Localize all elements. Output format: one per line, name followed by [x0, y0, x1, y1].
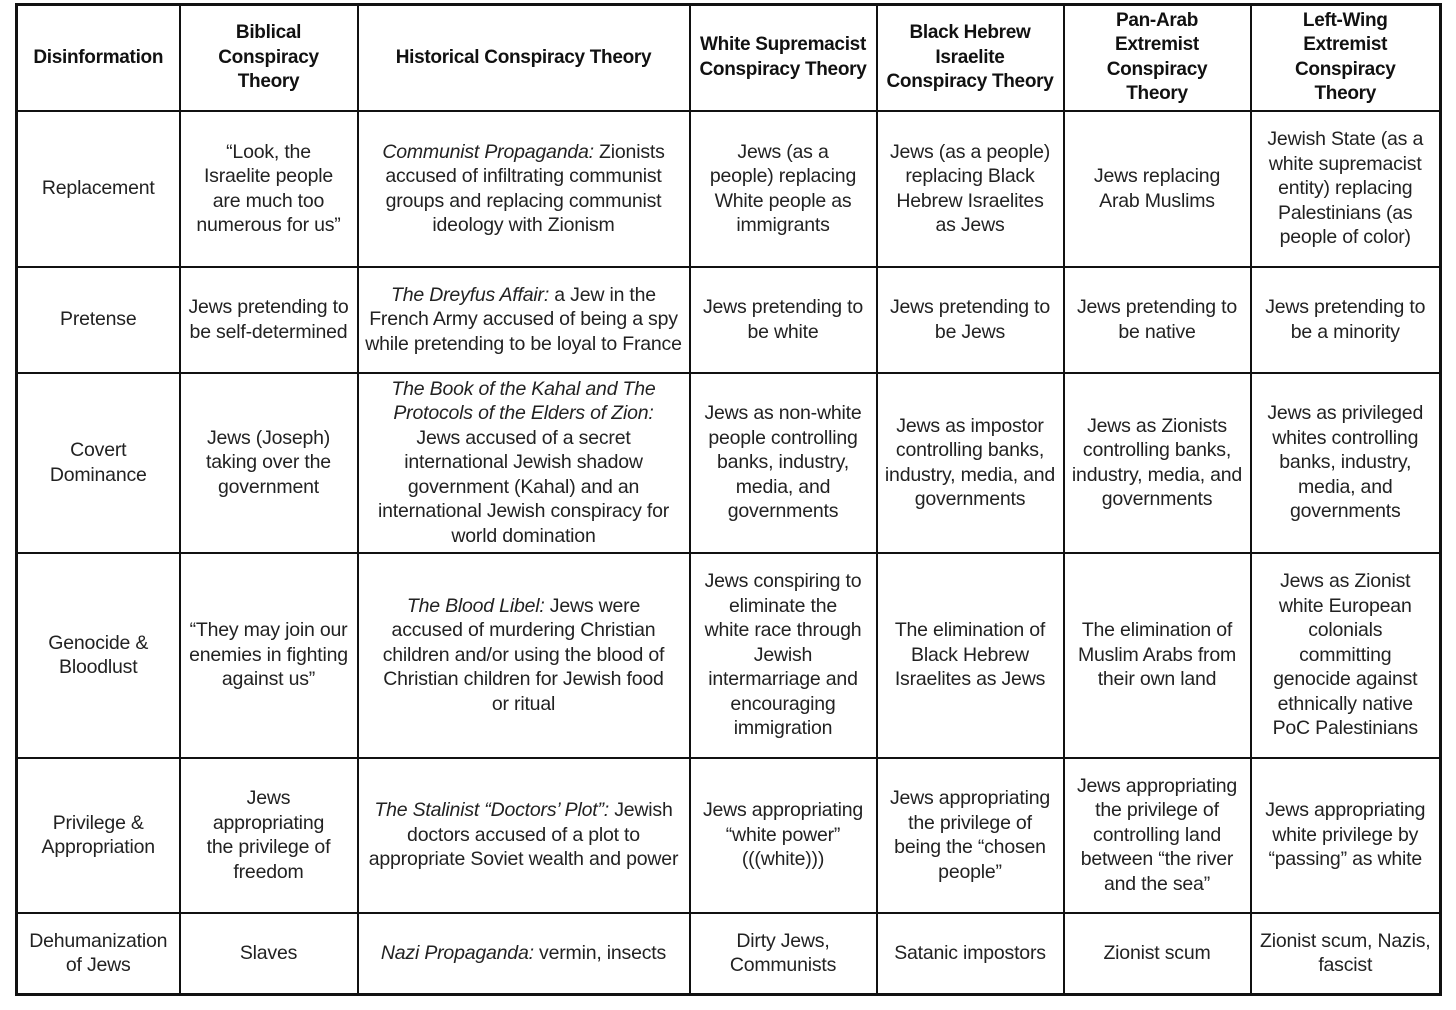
cell-historical — [358, 267, 690, 373]
cell-historical — [358, 373, 690, 553]
historical-title: The Blood Libel: — [406, 594, 545, 617]
cell-biblical: “Look, the Israelite people are much too numerous for us” — [180, 111, 358, 267]
header-left-wing: Left-Wing Extremist Conspiracy Theory — [1251, 5, 1441, 111]
cell-left-wing: Jews appropriating white privilege by “passing” as white — [1251, 758, 1441, 913]
table-row-replacement — [17, 111, 1441, 267]
row-label: Genocide & Bloodlust — [17, 553, 180, 758]
table-row-covert-dominance — [17, 373, 1441, 553]
cell-white-supremacist: Dirty Jews, Communists — [690, 913, 877, 995]
table-row-privilege-appropriation — [17, 758, 1441, 913]
cell-biblical: Jews (Joseph) taking over the government — [180, 373, 358, 553]
header-historical: Historical Conspiracy Theory — [358, 5, 690, 111]
cell-white-supremacist: Jews as non-white people controlling banks, industry, media, and governments — [690, 373, 877, 553]
cell-historical — [358, 111, 690, 267]
cell-pan-arab: The elimination of Muslim Arabs from their own land — [1064, 553, 1251, 758]
header-biblical: Biblical Conspiracy Theory — [180, 5, 358, 111]
historical-text: a Jew in the French Army accused of being a spy while pretending to be loyal to France — [365, 283, 682, 355]
historical-text: Jews accused of a secret international Jewish shadow government (Kahal) and an international Jewish conspiracy for world domination — [377, 426, 670, 547]
cell-biblical: Jews pretending to be self-determined — [180, 267, 358, 373]
cell-pan-arab: Jews appropriating the privilege of controlling land between “the river and the sea” — [1064, 758, 1251, 913]
cell-black-hebrew-israelite: Jews as impostor controlling banks, industry, media, and governments — [877, 373, 1064, 553]
cell-biblical: “They may join our enemies in fighting against us” — [180, 553, 358, 758]
cell-pan-arab: Jews as Zionists controlling banks, industry, media, and governments — [1064, 373, 1251, 553]
cell-black-hebrew-israelite: Jews appropriating the privilege of being the “chosen people” — [877, 758, 1064, 913]
historical-title: Nazi Propaganda: — [380, 942, 534, 964]
historical-title: Communist Propaganda: — [382, 140, 594, 163]
table-row-dehumanization — [17, 913, 1441, 995]
header-white-supremacist: White Supremacist Conspiracy Theory — [690, 5, 877, 111]
cell-left-wing: Jews pretending to be a minority — [1251, 267, 1441, 373]
table-row-genocide-bloodlust — [17, 553, 1441, 758]
table-row-pretense — [17, 267, 1441, 373]
cell-white-supremacist: Jews appropriating “white power” (((white))) — [690, 758, 877, 913]
row-label: Covert Dominance — [17, 373, 180, 553]
row-label: Dehumanization of Jews — [17, 913, 180, 995]
cell-historical — [358, 553, 690, 758]
historical-text: Jews were accused of murdering Christian children and/or using the blood of Christian children for Jewish food or ritual — [382, 594, 665, 715]
cell-pan-arab: Jews replacing Arab Muslims — [1064, 111, 1251, 267]
cell-left-wing: Jewish State (as a white supremacist entity) replacing Palestinians (as people of color) — [1251, 111, 1441, 267]
header-disinformation: Disinformation — [17, 5, 180, 111]
conspiracy-theory-table-container — [15, 3, 1439, 993]
historical-title: The Dreyfus Affair: — [391, 283, 550, 306]
conspiracy-theory-table — [15, 3, 1442, 996]
cell-left-wing: Jews as privileged whites controlling banks, industry, media, and governments — [1251, 373, 1441, 553]
cell-pan-arab: Zionist scum — [1064, 913, 1251, 995]
cell-pan-arab: Jews pretending to be native — [1064, 267, 1251, 373]
cell-white-supremacist: Jews pretending to be white — [690, 267, 877, 373]
cell-left-wing: Zionist scum, Nazis, fascist — [1251, 913, 1441, 995]
row-label: Privilege & Appropriation — [17, 758, 180, 913]
cell-historical — [358, 913, 690, 995]
header-pan-arab: Pan-Arab Extremist Conspiracy Theory — [1064, 5, 1251, 111]
row-label: Pretense — [17, 267, 180, 373]
cell-historical — [358, 758, 690, 913]
historical-title: The Stalinist “Doctors’ Plot”: — [374, 799, 609, 822]
header-black-hebrew-israelite: Black Hebrew Israelite Conspiracy Theory — [877, 5, 1064, 111]
cell-white-supremacist: Jews conspiring to eliminate the white race through Jewish intermarriage and encouraging immigration — [690, 553, 877, 758]
row-label: Replacement — [17, 111, 180, 267]
header-row — [17, 5, 1441, 111]
cell-biblical: Slaves — [180, 913, 358, 995]
historical-text: Jewish doctors accused of a plot to appropriate Soviet wealth and power — [368, 799, 679, 871]
cell-left-wing: Jews as Zionist white European colonials committing genocide against ethnically native PoC Palestinians — [1251, 553, 1441, 758]
cell-black-hebrew-israelite: The elimination of Black Hebrew Israelites as Jews — [877, 553, 1064, 758]
cell-biblical: Jews appropriating the privilege of freedom — [180, 758, 358, 913]
historical-text: vermin, insects — [533, 942, 667, 964]
cell-white-supremacist: Jews (as a people) replacing White people as immigrants — [690, 111, 877, 267]
historical-text: Zionists accused of infiltrating communist groups and replacing communist ideology with Zionism — [385, 140, 665, 236]
cell-black-hebrew-israelite: Jews (as a people) replacing Black Hebrew Israelites as Jews — [877, 111, 1064, 267]
cell-black-hebrew-israelite: Satanic impostors — [877, 913, 1064, 995]
cell-black-hebrew-israelite: Jews pretending to be Jews — [877, 267, 1064, 373]
historical-title: The Book of the Kahal and The Protocols of the Elders of Zion: — [391, 377, 656, 425]
